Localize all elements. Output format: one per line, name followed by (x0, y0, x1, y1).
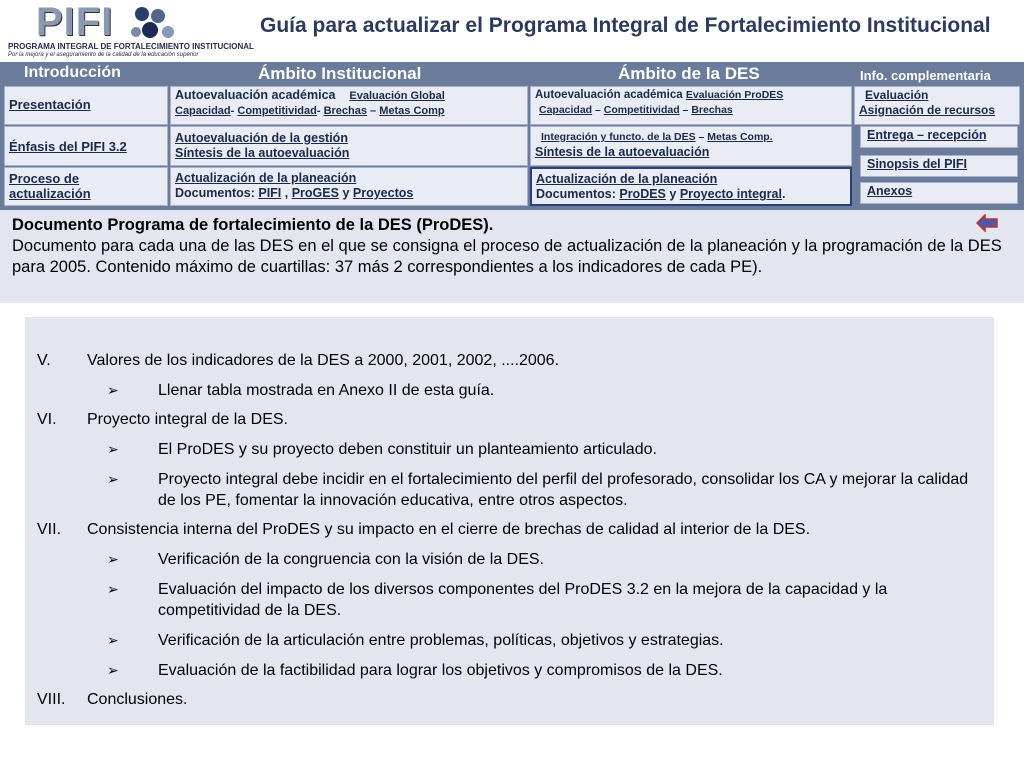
info-evaluacion-cell (854, 86, 1020, 125)
nav-enfasis-label[interactable]: Énfasis del PIFI 3.2 (9, 139, 127, 154)
des-sintesis-link[interactable]: Síntesis de la autoevaluación (535, 145, 710, 159)
info-sinopsis-link[interactable]: Sinopsis del PIFI (867, 157, 968, 171)
inst-pifi-link[interactable]: PIFI (258, 186, 282, 200)
list-item (25, 690, 994, 710)
inst-y-label: y (342, 186, 350, 200)
info-entrega-cell[interactable] (860, 126, 1018, 148)
des-brechas-link[interactable]: Brechas (691, 104, 733, 116)
logo-tagline: Por la mejora y el aseguramiento de la calidad de la educación superior (8, 52, 199, 58)
inst-actualizacion-link[interactable]: Actualización de la planeación (175, 171, 357, 185)
bullet-text: Evaluación del impacto de los diversos componentes del ProDES 3.2 en la mejora de la capacidad y la competitividad de la DES. (158, 581, 888, 619)
list-item (25, 520, 994, 540)
des-integracion: Integración y functo. de la DES – Metas Comp. Síntesis de la autoevaluación (530, 126, 852, 166)
inst-proges-link[interactable]: ProGES (291, 186, 339, 200)
des-actualizacion-link[interactable]: Actualización de la planeación (536, 172, 718, 186)
logo-caption: PROGRAMA INTEGRAL DE FORTALECIMIENTO INSTITUCIONAL (8, 42, 254, 51)
item-text: Proyecto integral de la DES. (87, 411, 288, 428)
description-body: Documento para cada una de las DES en el que se consigna el proceso de actualización de la planeación y la programación de la DES para 2005. Contenido máximo de cuartillas: 37 más 2 correspondientes a los indicadores de cada PE). (12, 237, 1002, 276)
bullet-text: Verificación de la articulación entre problemas, políticas, objetivos y estrategias. (158, 632, 724, 649)
bullet-text: Verificación de la congruencia con la visión de la DES. (158, 551, 544, 568)
list-bullet (25, 439, 994, 460)
des-capacidad-link[interactable]: Capacidad (539, 104, 593, 116)
bullet-text: Evaluación de la factibilidad para lograr los objetivos y compromisos de la DES. (158, 662, 723, 679)
bullet-arrow-icon: ➢ (107, 382, 119, 398)
des-metas-link[interactable]: Metas Comp. (707, 131, 773, 143)
back-arrow-icon[interactable] (976, 214, 998, 232)
des-integracion-link[interactable]: Integración y functo. de la DES (541, 131, 696, 143)
description-title: Documento Programa de fortalecimiento de la DES (ProDES). (12, 216, 494, 234)
des-autoeval-label: Autoevaluación académica (535, 89, 683, 101)
bullet-arrow-icon: ➢ (107, 471, 119, 487)
bullet-arrow-icon: ➢ (107, 551, 119, 567)
navigation-panel (0, 62, 1024, 210)
section-introduccion[interactable]: Introducción (24, 64, 121, 81)
des-y-label: y (669, 187, 677, 201)
inst-metas-link[interactable]: Metas Comp (379, 105, 445, 117)
bullet-text: Proyecto integral debe incidir en el fortalecimiento del perfil del profesorado, consolidar los CA y mejorar la calidad de los PE, fomentar la innovación educativa, entre otros aspectos. (158, 471, 969, 509)
nav-presentacion-label[interactable]: Presentación (9, 97, 91, 112)
des-competitividad-link[interactable]: Competitividad (603, 104, 680, 116)
item-text: Conclusiones. (87, 691, 188, 708)
list-bullet (25, 630, 994, 651)
inst-proyectos-link[interactable]: Proyectos (352, 186, 414, 200)
inst-brechas-link[interactable]: Brechas (323, 105, 367, 117)
header (0, 0, 1024, 62)
inst-autoevaluacion-gestion (170, 126, 528, 166)
des-autoevaluacion-academica: Autoevaluación académica Evaluación ProDES Capacidad – Competitividad – Brechas (530, 86, 852, 125)
item-number: VII. (37, 521, 62, 538)
item-text: Valores de los indicadores de la DES a 2000, 2001, 2002, ....2006. (87, 352, 560, 369)
des-prodes-link[interactable]: ProDES (619, 187, 666, 201)
description-panel (0, 210, 1024, 303)
info-anexos-cell[interactable] (860, 182, 1018, 204)
bullet-text: El ProDES y su proyecto deben constituir un planteamiento articulado. (158, 441, 657, 458)
des-actualizacion-selected[interactable]: Actualización de la planeación Documentos: ProDES y Proyecto integral. (530, 167, 852, 206)
nav-proceso[interactable] (4, 167, 168, 206)
des-proyecto-integral-link[interactable]: Proyecto integral (679, 187, 782, 201)
inst-documentos-label: Documentos: (175, 186, 255, 200)
des-documentos-label: Documentos: (536, 187, 616, 201)
list-bullet (25, 549, 994, 570)
item-number: V. (37, 352, 51, 369)
inst-competitividad-link[interactable]: Competitividad (237, 105, 317, 117)
logo-word: PIFI (36, 0, 114, 44)
logo-dots-icon (128, 4, 188, 44)
bullet-arrow-icon: ➢ (107, 662, 119, 678)
content-panel (25, 317, 994, 725)
nav-presentacion[interactable] (4, 86, 168, 125)
list-bullet (25, 380, 994, 401)
page-title: Guía para actualizar el Programa Integral de Fortalecimiento Institucional (260, 14, 991, 37)
list-bullet (25, 660, 994, 681)
inst-autoevaluacion-academica: Autoevaluación académica Evaluación Global Capacidad- Competitividad- Brechas – Metas Comp (170, 86, 528, 125)
section-ambito-des[interactable]: Ámbito de la DES (618, 64, 760, 83)
des-evaluacion-prodes-link[interactable]: Evaluación ProDES (685, 89, 784, 101)
bullet-text: Llenar tabla mostrada en Anexo II de esta guía. (158, 382, 495, 399)
info-entrega-link[interactable]: Entrega – recepción (867, 128, 987, 142)
inst-autoeval-label: Autoevaluación académica (175, 88, 336, 102)
bullet-arrow-icon: ➢ (107, 581, 119, 597)
item-number: VI. (37, 411, 57, 428)
item-text: Consistencia interna del ProDES y su impacto en el cierre de brechas de calidad al interior de la DES. (87, 521, 811, 538)
list-item (25, 410, 994, 430)
info-evaluacion-link[interactable]: Evaluación (865, 88, 929, 102)
section-info-complementaria[interactable]: Info. complementaria (860, 68, 991, 83)
section-ambito-institucional[interactable]: Ámbito Institucional (258, 64, 422, 83)
list-bullet (25, 579, 994, 621)
inst-gestion-link[interactable]: Autoevaluación de la gestión (175, 131, 348, 145)
inst-capacidad-link[interactable]: Capacidad (175, 105, 231, 117)
bullet-arrow-icon: ➢ (107, 441, 119, 457)
inst-sintesis-link[interactable]: Síntesis de la autoevaluación (175, 146, 350, 160)
info-anexos-link[interactable]: Anexos (867, 184, 913, 198)
nav-enfasis[interactable] (4, 126, 168, 166)
inst-evaluacion-global-link[interactable]: Evaluación Global (349, 90, 445, 102)
info-sinopsis-cell[interactable] (860, 155, 1018, 177)
list-bullet (25, 469, 994, 511)
pifi-logo (2, 0, 254, 62)
inst-actualizacion: Actualización de la planeación Documentos: PIFI , ProGES y Proyectos (170, 167, 528, 206)
bullet-arrow-icon: ➢ (107, 632, 119, 648)
list-item (25, 351, 994, 371)
info-asignacion-link[interactable]: Asignación de recursos (859, 103, 996, 117)
item-number: VIII. (37, 691, 66, 708)
nav-proceso-label[interactable]: Proceso de actualización (9, 171, 91, 201)
